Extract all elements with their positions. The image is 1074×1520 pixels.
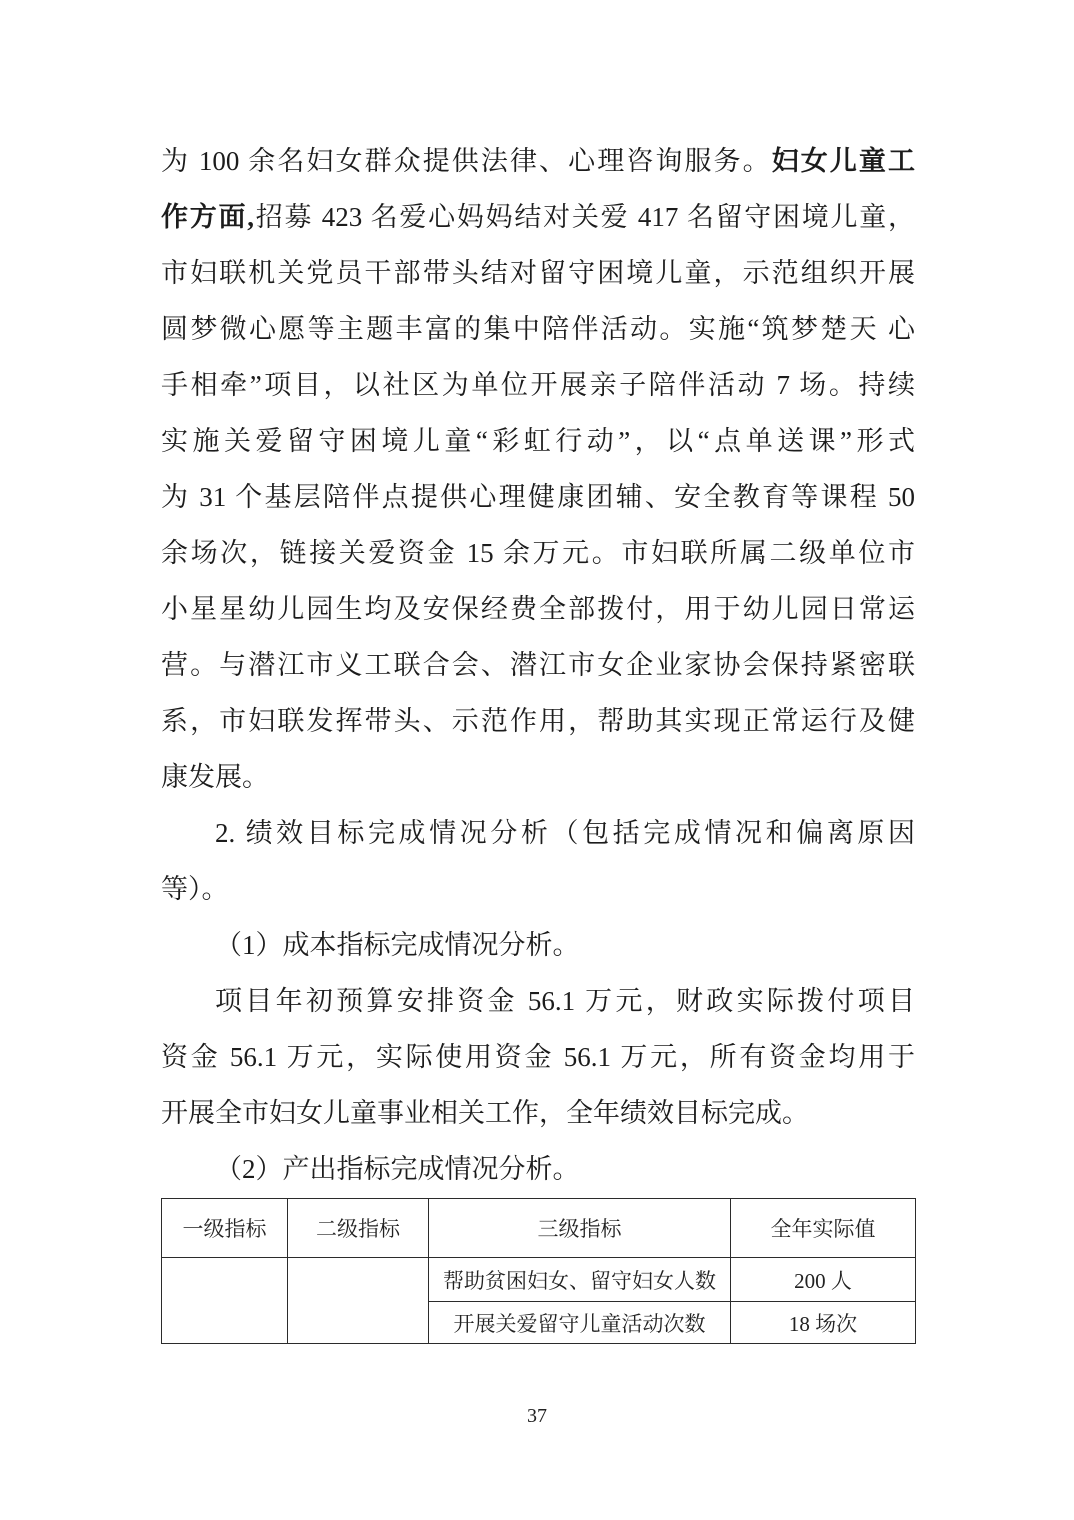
- table-header-actual-value: 全年实际值: [731, 1199, 916, 1258]
- table-cell-indicator: 开展关爱留守儿童活动次数: [429, 1302, 731, 1344]
- table-cell-indicator: 帮助贫困妇女、留守妇女人数: [429, 1258, 731, 1302]
- para2-line2: 等）。: [161, 874, 229, 904]
- para1-line8: 余场次，链接关爱资金 15 余万元。市妇联所属二级单位市: [161, 538, 915, 568]
- table-header-level2: 二级指标: [288, 1199, 429, 1258]
- table-header-level1: 一级指标: [162, 1199, 288, 1258]
- para1-line10: 营。与潜江市义工联合会、潜江市女企业家协会保持紧密联: [161, 650, 915, 680]
- para1-line6: 实施关爱留守困境儿童“彩虹行动”，以“点单送课”形式: [161, 426, 915, 456]
- page-number: 37: [527, 1405, 547, 1427]
- para1-line1: [161, 133, 915, 189]
- table-cell-level2-empty: [288, 1258, 429, 1344]
- table-cell-level1-empty: [162, 1258, 288, 1344]
- table-header-row: [162, 1199, 916, 1258]
- para1-line1-bold-text: 妇女儿童工: [771, 146, 916, 176]
- para1-line2-bold-text: 作方面,: [161, 202, 254, 232]
- para4-line1: 项目年初预算安排资金 56.1 万元，财政实际拨付项目: [215, 986, 915, 1016]
- table-row: [162, 1258, 916, 1302]
- para1-line5: 手相牵”项目，以社区为单位开展亲子陪伴活动 7 场。持续: [161, 370, 915, 400]
- indicators-table: [161, 1198, 916, 1344]
- para4-line2: 资金 56.1 万元，实际使用资金 56.1 万元，所有资金均用于: [161, 1042, 915, 1072]
- para1-line1-text: 为 100 余名妇女群众提供法律、心理咨询服务。: [161, 146, 772, 176]
- para1-line2: [161, 189, 915, 245]
- para3-line1: （1）成本指标完成情况分析。: [215, 930, 580, 960]
- para1-line2-text: 招募 423 名爱心妈妈结对关爱 417 名留守困境儿童，: [253, 202, 916, 232]
- para1-line11: 系，市妇联发挥带头、示范作用，帮助其实现正常运行及健: [161, 706, 915, 736]
- para1-line3: 市妇联机关党员干部带头结对留守困境儿童，示范组织开展: [161, 258, 915, 288]
- table-cell-value: 18 场次: [731, 1302, 916, 1344]
- para1-line9: 小星星幼儿园生均及安保经费全部拨付，用于幼儿园日常运: [161, 594, 915, 624]
- para1-line12: 康发展。: [161, 762, 269, 792]
- page-content: [161, 133, 915, 1344]
- para1-line7: 为 31 个基层陪伴点提供心理健康团辅、安全教育等课程 50: [161, 482, 915, 512]
- table-header-level3: 三级指标: [429, 1199, 731, 1258]
- table-cell-value: 200 人: [731, 1258, 916, 1302]
- para5-line1: （2）产出指标完成情况分析。: [215, 1154, 580, 1184]
- para4-line3: 开展全市妇女儿童事业相关工作，全年绩效目标完成。: [161, 1098, 809, 1128]
- para2-line1: 2. 绩效目标完成情况分析（包括完成情况和偏离原因: [215, 818, 915, 848]
- para1-line4: 圆梦微心愿等主题丰富的集中陪伴活动。实施“筑梦楚天 心: [161, 314, 915, 344]
